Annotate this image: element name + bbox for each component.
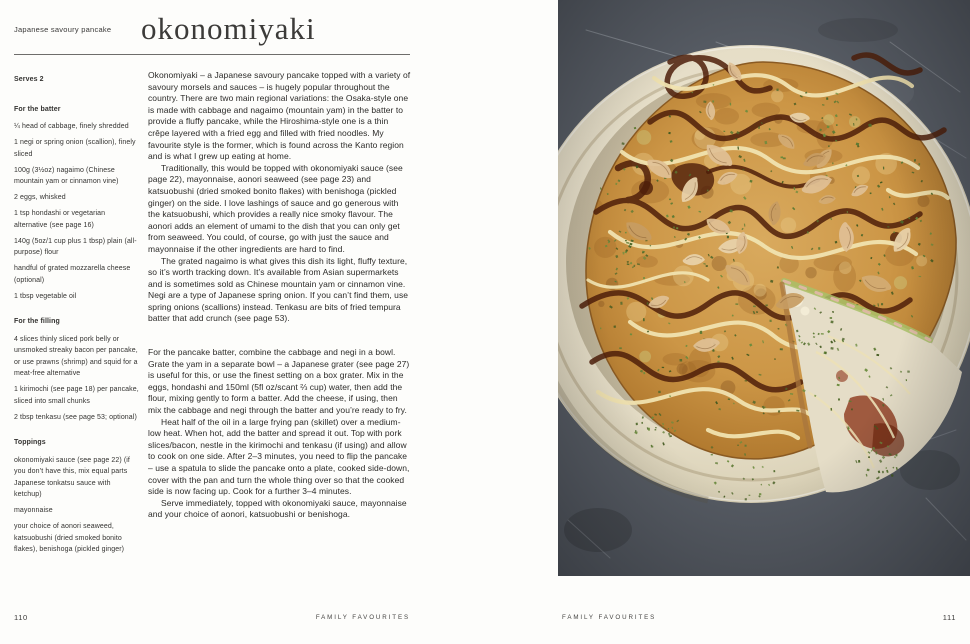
ingredient-item: 1 tsp hondashi or vegetarian alternative (see page 16) [14,210,106,229]
serves-label: Serves 2 [14,76,44,83]
ingredient-item: okonomiyaki sauce (see page 22) (if you don’t have this, mix equal parts Japanese tonkatsu sauce with ketchup) [14,456,130,498]
ingredient-item: handful of grated mozzarella cheese (optional) [14,265,131,284]
ingredients-section-batter [14,104,140,303]
page-number-right: 111 [942,613,956,622]
intro-paragraph: Okonomiyaki – a Japanese savoury pancake topped with a variety of savoury morsels and sauces – is hugely popular throughout the country. There are two main regional variations: the Osaka-style one is made with cabbage and nagaimo (mountain yam) in the batter to provide a fluffy pancake, while the Hiroshima-style one is a thin crêpe layered with a fried egg and filled with fried noodles. My favourite style is the former, which is found across the Kanto region and is what I grew up eating at home. [148,70,411,162]
ingredient-item: 2 tbsp tenkasu (see page 53; optional) [14,413,137,421]
ingredient-item: 140g (5oz/1 cup plus 1 tbsp) plain (all-purpose) flour [14,237,137,256]
header-rule [14,54,410,55]
running-head-left: FAMILY FAVOURITES [315,614,410,621]
ingredient-item: 2 eggs, whisked [14,194,66,201]
ingredient-item: 4 slices thinly sliced pork belly or unsmoked streaky bacon per pancake, or use prawns (shrimp) and squid for a meat-free alternative [14,335,138,377]
ingredient-item: 1 tbsp vegetable oil [14,292,77,300]
running-head-right: FAMILY FAVOURITES [562,614,657,621]
ingredients-sidebar [14,74,140,560]
recipe-body [148,70,411,521]
ingredient-item: mayonnaise [14,507,53,514]
method-paragraph: For the pancake batter, combine the cabbage and negi in a bowl. Grate the yam in a separate bowl – a Japanese grater (see page 27) is useful for this, or use the finest setting on a box grater. Mix in the eggs, hondashi and 150ml (5fl oz/scant ⅔ cup) water, then add the flour, mixing gently to form a batter. Add the cheese, if using, then mix the cabbage and negi through the batter and you’re ready to fry. [148,347,410,416]
section-heading: For the batter [14,105,61,113]
section-heading: For the filling [14,318,60,325]
method-paragraph: Heat half of the oil in a large frying pan (skillet) over a medium-low heat. When hot, add the batter and spread it out. Top with pork slices/bacon, nestle in the kirimochi and tenkasu (if using) and allow to cook on one side. After 2–3 minutes, you need to flip the pancake – use a spatula to slide the pancake onto a plate, cooked side-down, cover with the pan and turn the whole thing over so that the cooked side is now facing up. Cook for a further 3–4 minutes. [148,416,410,497]
ingredient-item: 1 kirimochi (see page 18) per pancake, sliced into small chunks [14,386,139,405]
page-number-left: 110 [14,613,28,622]
recipe-title: okonomiyaki [141,11,316,46]
ingredient-item: 100g (3½oz) nagaimo (Chinese mountain yam or cinnamon vine) [14,166,119,185]
section-heading: Toppings [14,439,46,446]
ingredient-item: 1 negi or spring onion (scallion), finely sliced [14,139,136,158]
photo-canvas [558,0,970,576]
method-paragraph: Serve immediately, topped with okonomiyaki sauce, mayonnaise and your choice of aonori, katsuobushi or benishoga. [148,497,407,520]
intro-paragraph: Traditionally, this would be topped with okonomiyaki sauce (see page 22), mayonnaise, aonori seaweed (see page 23) and katsuobushi (dried smoked bonito flakes) with benishoga (pickled ginger) on the side. I love lashings of sauce and go generous with the katsuobushi, which provides a really nice smoky flavour. The aonori adds an element of umami to the dish that you can only get from seaweed. You could, of course, go with just the sauce and mayonnaise if the other ingredients are hard to find. [148,162,403,254]
category-label: Japanese savoury pancake [14,25,112,34]
ingredients-section-filling [14,316,140,423]
ingredient-item: your choice of aonori seaweed, katsuobushi (dried smoked bonito flakes), benishoga (pickled ginger) [14,523,125,553]
ingredient-item: ¼ head of cabbage, finely shredded [14,123,129,130]
photo-vignette [558,0,970,576]
intro-paragraph: The grated nagaimo is what gives this dish its light, fluffy texture, so it’s worth tracking down. It’s available from Asian supermarkets and is sometimes sold as Chinese mountain yam or cinnamon vine. Negi are a type of Japanese spring onion. If you can’t find them, use spring onions (scallions) instead. Tenkasu are bits of fried tempura batter that add crunch (see page 53). [148,255,409,324]
ingredients-section-toppings [14,437,140,556]
okonomiyaki-photo [558,0,970,576]
